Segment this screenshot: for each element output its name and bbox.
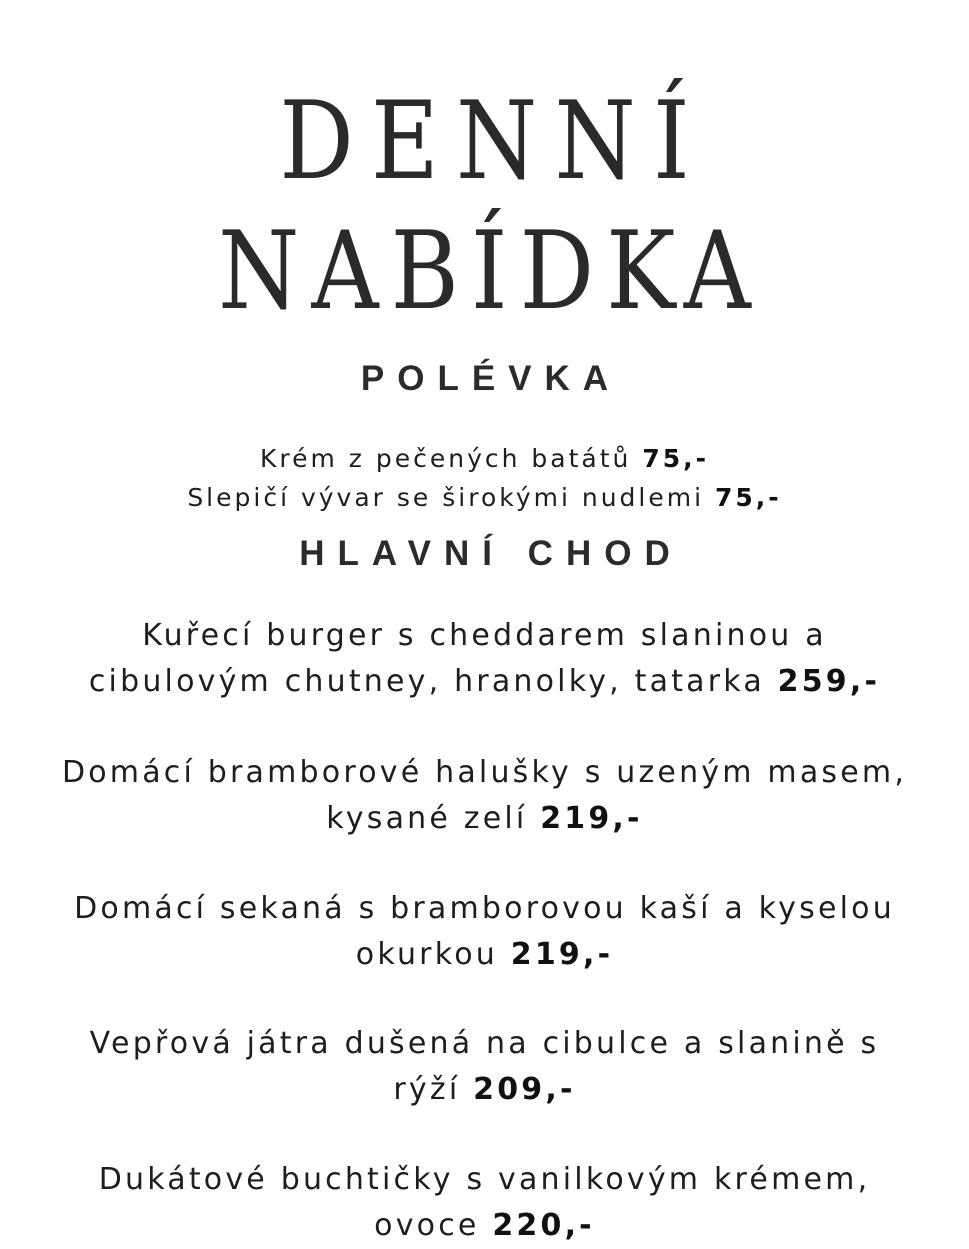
menu-item-name-line-2 [20, 796, 949, 842]
menu-item-name: Krém z pečených batátů [259, 444, 632, 473]
menu-item-name-line-2 [20, 1067, 949, 1113]
menu-item-main-3 [0, 886, 969, 978]
menu-item-name-line-2 [20, 659, 949, 705]
menu-item-name: Slepičí vývar se širokými nudlemi [187, 483, 705, 512]
menu-item-main-2 [0, 750, 969, 842]
menu-item-name-line-1: Domácí bramborové halušky s uzeným masem, [61, 755, 908, 790]
page-title-line-2: NABÍDKA [218, 209, 763, 334]
menu-item-name-rest: ovoce [374, 1208, 480, 1243]
menu-item-price: 75,- [715, 483, 782, 512]
menu-item-price: 75,- [642, 444, 709, 473]
menu-item-name-rest: kysané zelí [326, 801, 528, 836]
menu-item-name-line-1: Dukátové buchtičky s vanilkovým krémem, [98, 1162, 871, 1197]
menu-item-name-line-2 [20, 932, 949, 978]
menu-item-name-line-1: Vepřová játra dušená na cibulce a slanině s [89, 1026, 880, 1061]
menu-item-main-1 [0, 613, 969, 705]
menu-item-price: 209,- [473, 1072, 576, 1107]
menu-item-name-line-1: Kuřecí burger s cheddarem slaninou a [142, 618, 827, 653]
section-heading-main-course: HLAVNÍ CHOD [299, 534, 683, 573]
menu-item-name-line-1: Domácí sekaná s bramborovou kaší a kyselou [74, 891, 895, 926]
menu-item-main-4 [0, 1021, 969, 1113]
page-title-line-1: DENNÍ [279, 79, 707, 204]
menu-item-price: 220,- [492, 1208, 595, 1243]
section-heading-soup: POLÉVKA [360, 359, 622, 398]
menu-item-name-rest: okurkou [355, 937, 498, 972]
menu-item-soup-2 [0, 485, 969, 510]
menu-item-name-rest: cibulovým chutney, hranolky, tatarka [88, 664, 765, 699]
menu-item-soup-1 [0, 446, 969, 471]
menu-item-name-rest: rýží [393, 1072, 461, 1107]
menu-item-main-5 [0, 1157, 969, 1249]
menu-item-price: 259,- [777, 664, 881, 699]
menu-item-price: 219,- [540, 801, 643, 836]
menu-item-name-line-2 [20, 1203, 949, 1249]
menu-item-price: 219,- [510, 937, 614, 972]
